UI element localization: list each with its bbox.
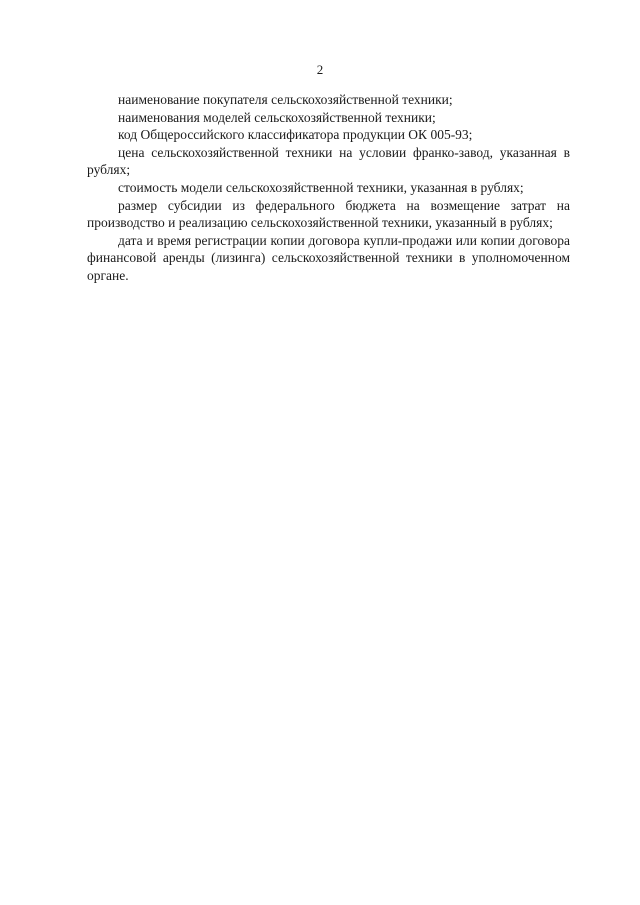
- paragraph-registration-date: дата и время регистрации копии договора купли-продажи или копии договора финансовой аренды (лизинга) сельскохозяйственной техники в уполномоченном органе.: [87, 232, 570, 283]
- paragraph-classifier-code: код Общероссийского классификатора продукции ОК 005-93;: [118, 127, 473, 143]
- paragraph-model-cost: стоимость модели сельскохозяйственной техники, указанная в рублях;: [118, 179, 524, 195]
- document-body: [87, 91, 570, 285]
- paragraph-model-names: наименования моделей сельскохозяйственной техники;: [118, 109, 436, 125]
- paragraph-subsidy-amount: размер субсидии из федерального бюджета на возмещение затрат на производство и реализацию сельскохозяйственной техники, указанный в рублях;: [87, 197, 570, 231]
- paragraph-buyer-name: наименование покупателя сельскохозяйственной техники;: [118, 92, 453, 107]
- paragraph-ex-works-price: цена сельскохозяйственной техники на условии франко-завод, указанная в рублях;: [87, 144, 570, 178]
- page-number: 2: [316, 62, 324, 77]
